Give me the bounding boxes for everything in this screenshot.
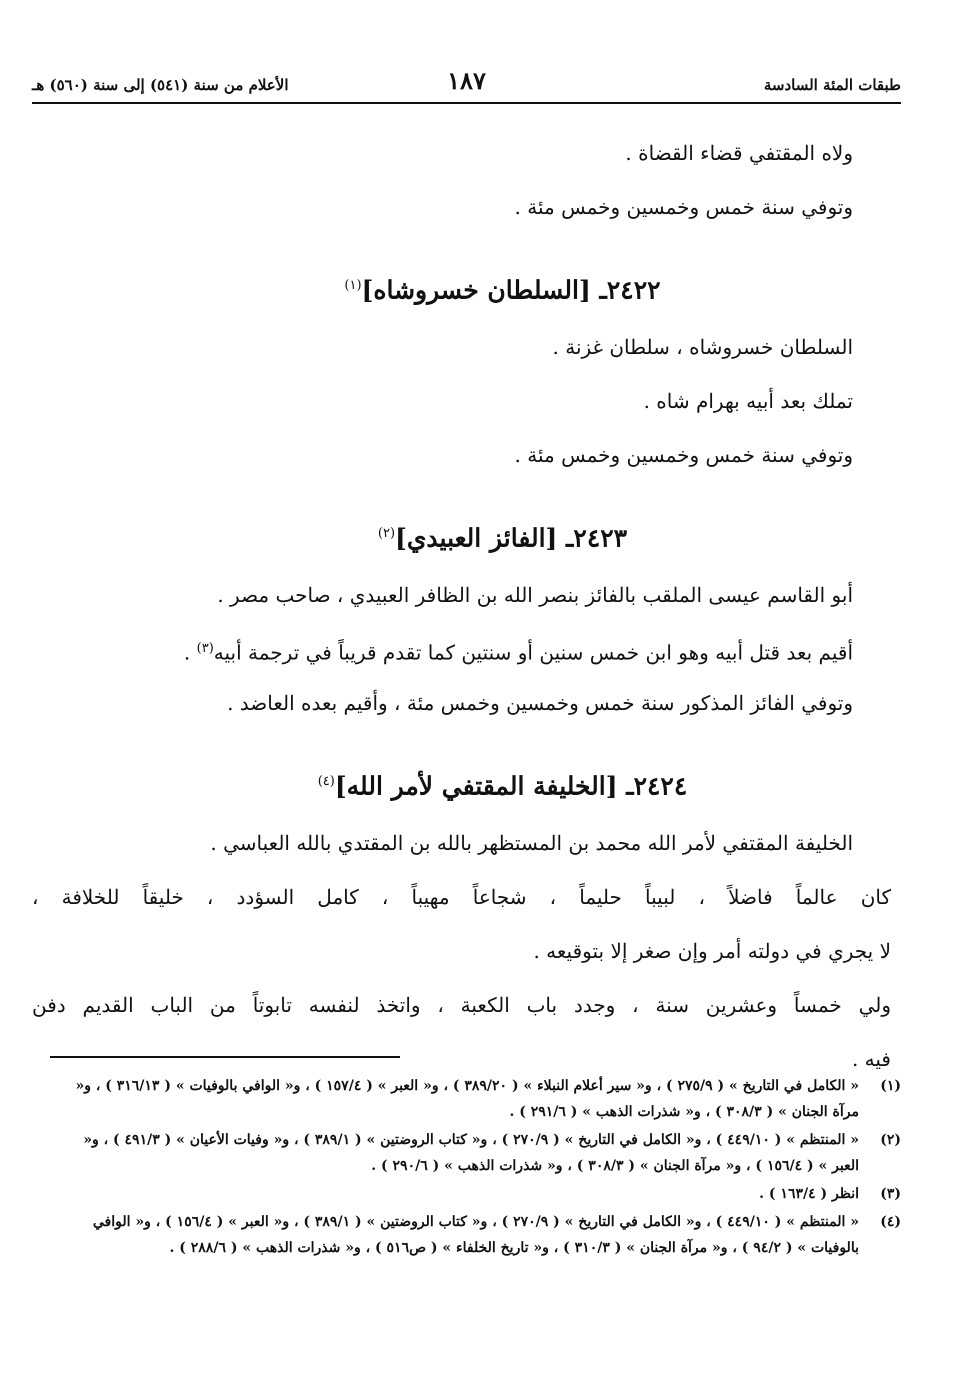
footnote-separator — [50, 1056, 400, 1058]
text-span: . — [183, 640, 197, 665]
footnote — [55, 1209, 901, 1261]
running-head-section-title: طبقات المئة السادسة — [763, 76, 901, 94]
footnote — [55, 1127, 901, 1179]
entry-heading-2422 — [32, 256, 853, 316]
text-span: أقيم بعد قتل أبيه وهو ابن خمس سنين أو سنتين كما تقدم قريباً في ترجمة أبيه — [213, 640, 853, 665]
entry-title: ٢٤٢٤ـ [الخليفة المقتفي لأمر الله] — [334, 771, 688, 801]
footnote-text: « الكامل في التاريخ » ( ٢٧٥/٩ ) ، و« سير أعلام النبلاء » ( ٣٨٩/٢٠ ) ، و« العبر » ( ١٥٧/٤ ) ، و« الوافي بالوفيات » ( ٣١٦/١٣ ) ، و« مرآة الجنان » ( ٣٠٨/٣ ) ، و« شذرات الذهب » ( ٢٩١/٦ ) . — [75, 1078, 859, 1120]
text-line: الخليفة المقتفي لأمر الله محمد بن المستظهر بالله بن المقتدي بالله العباسي . — [210, 831, 853, 855]
entry-title: ٢٤٢٢ـ [السلطان خسروشاه] — [361, 275, 661, 305]
text-line: أبو القاسم عيسى الملقب بالفائز بنصر الله بن الظافر العبيدي ، صاحب مصر . — [217, 583, 853, 607]
main-text — [32, 126, 891, 1086]
text-line: فيه . — [851, 1047, 891, 1071]
text-line: وتوفي الفائز المذكور سنة خمس وخمسين وخمس مئة ، وأقيم بعده العاضد . — [227, 691, 853, 715]
footnote-number: (٣) — [880, 1186, 901, 1202]
footnote-ref[interactable]: (٣) — [196, 641, 214, 656]
text-line — [32, 622, 853, 676]
footnote — [55, 1181, 901, 1207]
text-line: وتوفي سنة خمس وخمسين وخمس مئة . — [514, 443, 853, 467]
footnote-ref[interactable]: (٤) — [317, 774, 335, 789]
entry-heading-2423 — [32, 504, 853, 564]
header-rule — [32, 102, 901, 104]
running-head-range: الأعلام من سنة (٥٤١) إلى سنة (٥٦٠) هـ — [32, 76, 289, 94]
footnotes — [55, 1073, 901, 1263]
text-line: لا يجري في دولته أمر وإن صغر إلا بتوقيعه . — [533, 939, 891, 963]
text-line: وتوفي سنة خمس وخمسين وخمس مئة . — [514, 195, 853, 219]
footnote-number: (١) — [880, 1078, 901, 1094]
text-line: كان عالماً فاضلاً ، لبيباً حليماً ، شجاعاً مهيباً ، كامل السؤدد ، خليقاً للخلافة ، — [32, 885, 891, 909]
footnote-text: « المنتظم » ( ٤٤٩/١٠ ) ، و« الكامل في التاريخ » ( ٢٧٠/٩ ) ، و« كتاب الروضتين » ( ٣٨٩/١ ) ، و« العبر » ( ١٥٦/٤ ) ، و« الوافي بالوفيات » ( ٩٤/٢ ) ، و« مرآة الجنان » ( ٣١٠/٣ ) ، و« تاريخ الخلفاء » ( ص٥١٦ ) ، و« شذرات الذهب » ( ٢٨٨/٦ ) . — [92, 1214, 859, 1256]
footnote-text: انظر ( ١٦٣/٤ ) . — [759, 1186, 859, 1202]
footnote — [55, 1073, 901, 1125]
footnote-number: (٢) — [880, 1132, 901, 1148]
text-line: ولي خمساً وعشرين سنة ، وجدد باب الكعبة ، واتخذ لنفسه تابوتاً من الباب القديم دفن — [32, 993, 891, 1017]
entry-heading-2424 — [32, 752, 853, 812]
text-line: السلطان خسروشاه ، سلطان غزنة . — [552, 335, 853, 359]
text-line: تملك بعد أبيه بهرام شاه . — [643, 389, 853, 413]
page-number: ١٨٧ — [447, 66, 486, 95]
footnote-number: (٤) — [880, 1214, 901, 1230]
footnote-text: « المنتظم » ( ٤٤٩/١٠ ) ، و« الكامل في التاريخ » ( ٢٧٠/٩ ) ، و« كتاب الروضتين » ( ٣٨٩/١ ) ، و« وفيات الأعيان » ( ٤٩١/٣ ) ، و« العبر » ( ١٥٦/٤ ) ، و« مرآة الجنان » ( ٣٠٨/٣ ) ، و« شذرات الذهب » ( ٢٩٠/٦ ) . — [83, 1132, 859, 1174]
footnote-ref[interactable]: (١) — [344, 278, 362, 293]
footnote-ref[interactable]: (٢) — [377, 526, 396, 541]
text-line: ولاه المقتفي قضاء القضاة . — [625, 141, 853, 165]
running-head — [32, 62, 901, 102]
entry-title: ٢٤٢٣ـ [الفائز العبيدي] — [395, 523, 628, 553]
